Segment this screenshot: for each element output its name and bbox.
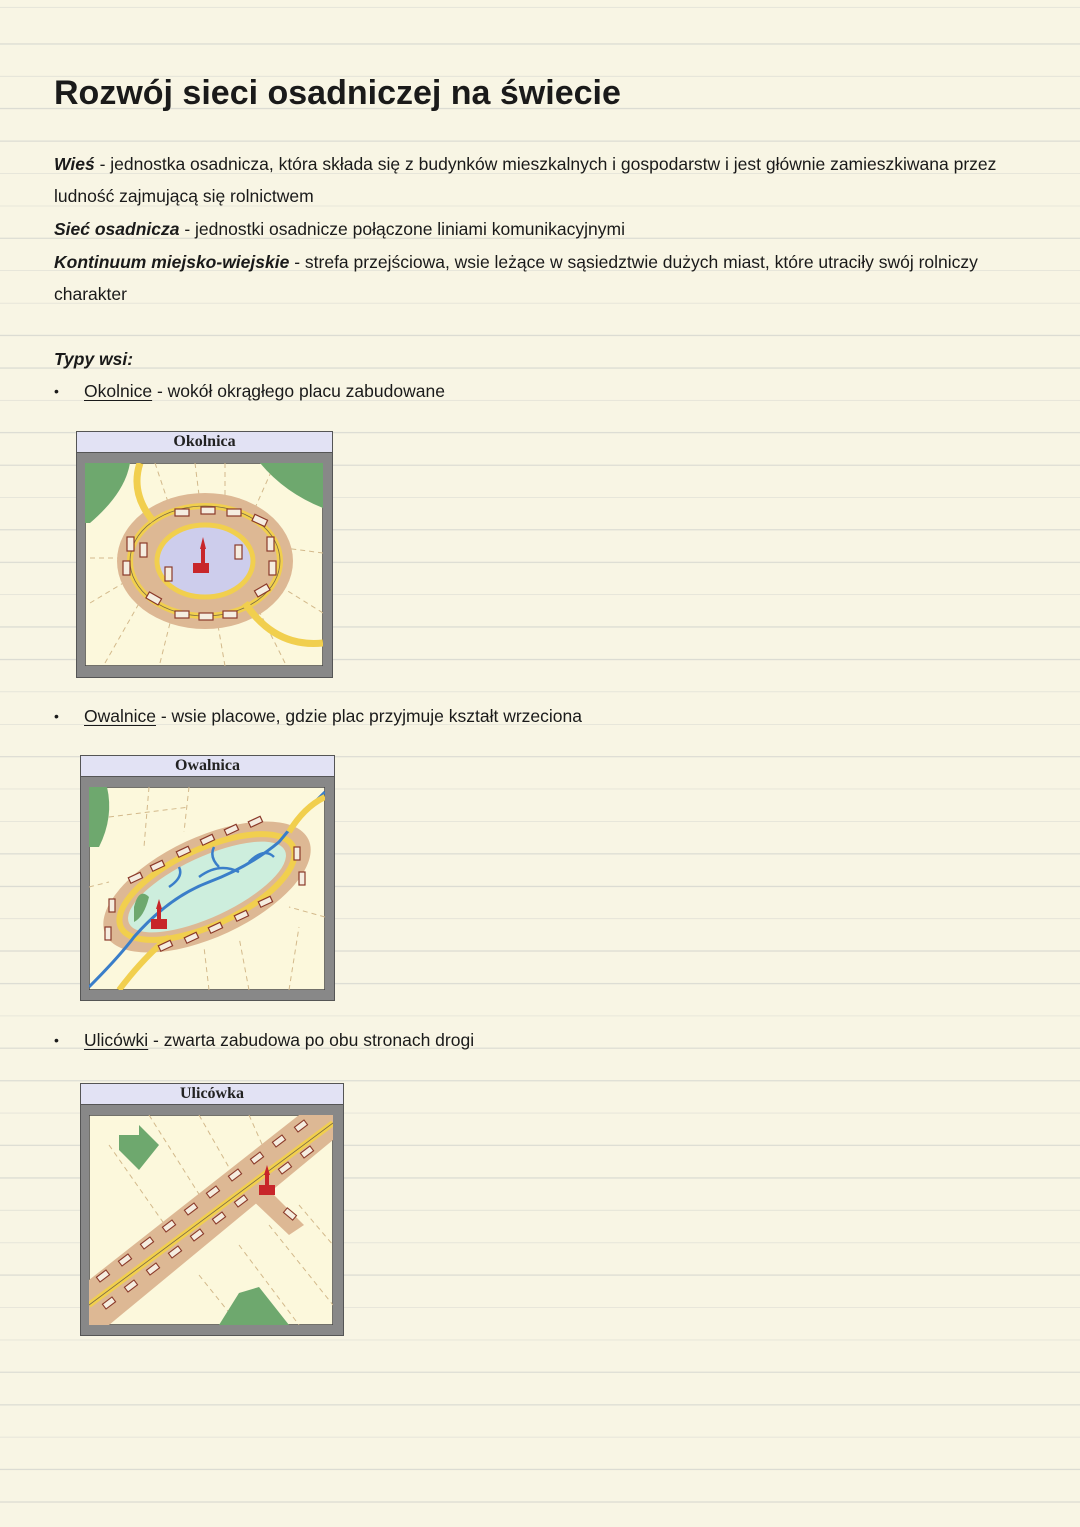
type-name: Okolnice: [84, 381, 153, 401]
definition-text: jednostka osadnicza, która składa się z budynków mieszkalnych i gospodarstw i jest głównie zamieszkiwana przez: [110, 154, 997, 174]
okolnica-map: [85, 463, 323, 666]
bullet-icon: •: [54, 708, 59, 724]
type-ulicowki: [84, 1029, 474, 1051]
ulicowka-figure: [80, 1083, 344, 1336]
ulicowka-map: [89, 1115, 333, 1325]
definition-wies: [54, 153, 996, 175]
separator: -: [94, 154, 111, 174]
definition-continuation: charakter: [54, 284, 127, 304]
definition-text: strefa przejściowa, wsie leżące w sąsiedztwie dużych miast, które utraciły swój rolniczy: [304, 252, 978, 272]
definition-kontinuum: [54, 251, 978, 273]
definition-text: jednostki osadnicze połączone liniami komunikacyjnymi: [195, 219, 625, 239]
definition-siec-osadnicza: [54, 218, 625, 240]
definition-continuation: ludność zajmującą się rolnictwem: [54, 186, 314, 206]
figure-caption: Okolnica: [77, 432, 332, 453]
owalnica-map: [89, 787, 325, 990]
figure-caption: Ulicówka: [81, 1084, 343, 1105]
type-description: wsie placowe, gdzie plac przyjmuje kształt wrzeciona: [171, 706, 582, 726]
bullet-icon: •: [54, 1032, 59, 1048]
type-name: Ulicówki: [84, 1030, 149, 1050]
type-description: wokół okrągłego placu zabudowane: [167, 381, 445, 401]
term: Kontinuum miejsko-wiejskie: [54, 252, 290, 272]
separator: -: [152, 381, 168, 401]
type-okolnice: [84, 380, 445, 402]
separator: -: [179, 219, 196, 239]
type-name: Owalnice: [84, 706, 156, 726]
types-heading: Typy wsi:: [54, 349, 134, 369]
page-title: Rozwój sieci osadniczej na świecie: [54, 74, 621, 112]
type-owalnice: [84, 705, 582, 727]
term: Sieć osadnicza: [54, 219, 180, 239]
type-description: zwarta zabudowa po obu stronach drogi: [163, 1030, 475, 1050]
figure-caption: Owalnica: [81, 756, 334, 777]
okolnica-figure: [76, 431, 333, 678]
separator: -: [148, 1030, 164, 1050]
owalnica-figure: [80, 755, 335, 1001]
separator: -: [155, 706, 172, 726]
term: Wieś: [54, 154, 95, 174]
separator: -: [289, 252, 305, 272]
bullet-icon: •: [54, 383, 59, 399]
